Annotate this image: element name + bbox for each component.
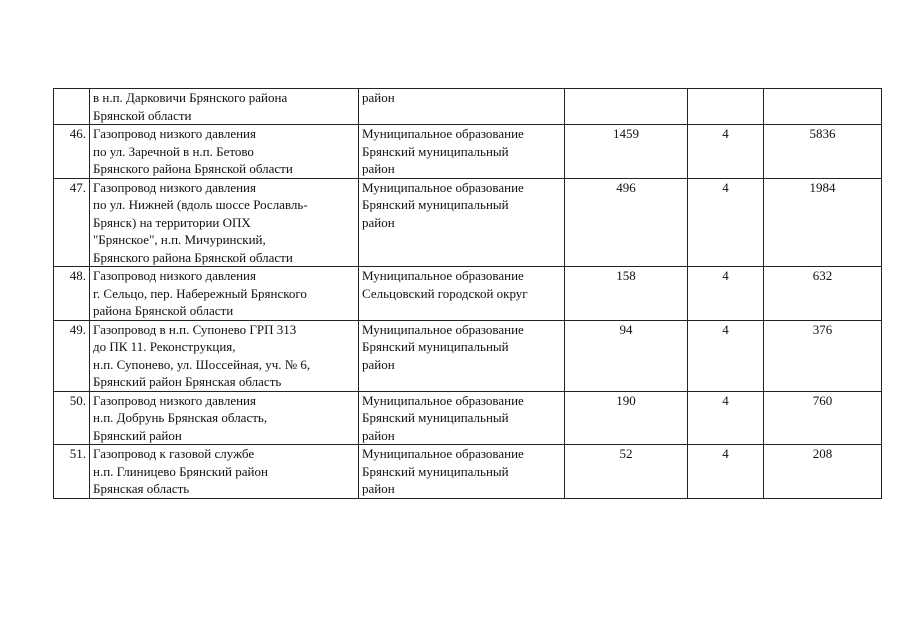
pipeline-name: Газопровод в н.п. Супонево ГРП 313 до ПК 11. Реконструкция, н.п. Супонево, ул. Шоссейная, уч. № 6, Брянский район Брянская область [90,320,359,391]
total-value: 1984 [764,178,882,267]
pressure-value: 4 [688,178,764,267]
owner-name: Муниципальное образование Брянский муниципальный район [359,125,565,179]
owner-name: Муниципальное образование Сельцовский городской округ [359,267,565,321]
table-row [54,267,882,321]
pipeline-name: в н.п. Дарковичи Брянского района Брянской области [90,89,359,125]
total-value: 208 [764,445,882,499]
total-value: 376 [764,320,882,391]
pipeline-name: Газопровод низкого давления по ул. Заречной в н.п. Бетово Брянского района Брянской области [90,125,359,179]
pressure-value: 4 [688,391,764,445]
table-row [54,125,882,179]
owner-name: Муниципальное образование Брянский муниципальный район [359,391,565,445]
length-value: 158 [565,267,688,321]
length-value: 52 [565,445,688,499]
length-value: 190 [565,391,688,445]
row-number: 50. [54,391,90,445]
pipeline-name: Газопровод низкого давления н.п. Добрунь Брянская область, Брянский район [90,391,359,445]
length-value: 496 [565,178,688,267]
length-value [565,89,688,125]
pressure-value: 4 [688,125,764,179]
pipeline-name: Газопровод низкого давления г. Сельцо, пер. Набережный Брянского района Брянской области [90,267,359,321]
row-number [54,89,90,125]
length-value: 94 [565,320,688,391]
total-value: 5836 [764,125,882,179]
pressure-value [688,89,764,125]
table-row [54,445,882,499]
row-number: 49. [54,320,90,391]
total-value: 760 [764,391,882,445]
owner-name: Муниципальное образование Брянский муниципальный район [359,320,565,391]
owner-name: Муниципальное образование Брянский муниципальный район [359,178,565,267]
pipeline-name: Газопровод к газовой службе н.п. Глиницево Брянский район Брянская область [90,445,359,499]
table-row [54,320,882,391]
gas-pipeline-table [53,88,882,499]
pressure-value: 4 [688,320,764,391]
total-value [764,89,882,125]
owner-name: район [359,89,565,125]
table-body [54,89,882,499]
pipeline-name: Газопровод низкого давления по ул. Нижней (вдоль шоссе Рославль- Брянск) на территории ОПХ "Брянское", н.п. Мичуринский, Брянского района Брянской области [90,178,359,267]
table-row [54,89,882,125]
table-row [54,178,882,267]
row-number: 47. [54,178,90,267]
row-number: 48. [54,267,90,321]
row-number: 46. [54,125,90,179]
pressure-value: 4 [688,445,764,499]
length-value: 1459 [565,125,688,179]
row-number: 51. [54,445,90,499]
owner-name: Муниципальное образование Брянский муниципальный район [359,445,565,499]
table-row [54,391,882,445]
pressure-value: 4 [688,267,764,321]
total-value: 632 [764,267,882,321]
